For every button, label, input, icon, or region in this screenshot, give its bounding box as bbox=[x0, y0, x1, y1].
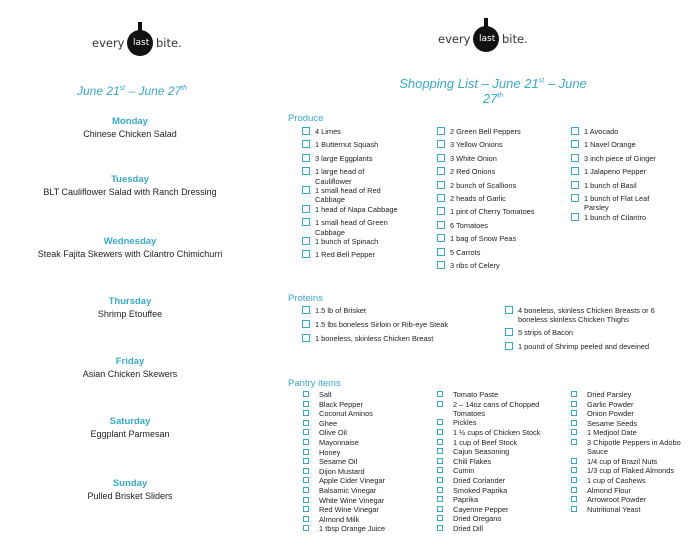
checkbox[interactable] bbox=[437, 127, 445, 135]
list-item[interactable]: 1 boneless, skinless Chicken Breast bbox=[302, 334, 492, 348]
checkbox[interactable] bbox=[302, 205, 310, 213]
list-item[interactable]: 1/3 cup of Flaked Almonds bbox=[571, 466, 675, 476]
list-item[interactable]: Dried Dill bbox=[437, 524, 567, 534]
produce-column-1 bbox=[302, 127, 430, 264]
checkbox[interactable] bbox=[302, 167, 310, 175]
list-item[interactable]: Sesame Oil bbox=[303, 457, 428, 467]
logo-word-every: every bbox=[92, 36, 125, 50]
list-item[interactable]: Pickles bbox=[437, 418, 567, 428]
list-item[interactable]: 1 cup of Beef Stock bbox=[437, 438, 567, 448]
checkbox[interactable] bbox=[303, 420, 309, 426]
meal-name: Eggplant Parmesan bbox=[90, 429, 170, 439]
checkbox[interactable] bbox=[571, 487, 577, 493]
list-item[interactable]: Ghee bbox=[303, 419, 428, 429]
list-item[interactable]: Sesame Seeds bbox=[571, 419, 689, 429]
checkbox[interactable] bbox=[303, 410, 309, 416]
logo-word-bite: bite. bbox=[156, 36, 182, 50]
meal-name: Pulled Brisket Sliders bbox=[87, 491, 173, 501]
checkbox[interactable] bbox=[437, 248, 445, 256]
checkbox[interactable] bbox=[437, 458, 443, 464]
checkbox[interactable] bbox=[437, 467, 443, 473]
checkbox[interactable] bbox=[571, 477, 577, 483]
checkbox[interactable] bbox=[303, 516, 309, 522]
proteins-column-1 bbox=[302, 306, 492, 348]
list-item[interactable]: Balsamic Vinegar bbox=[303, 486, 428, 496]
pantry-column-1 bbox=[303, 390, 428, 534]
list-item[interactable]: 3 inch piece of Ginger bbox=[571, 154, 689, 167]
checkbox[interactable] bbox=[437, 181, 445, 189]
list-item[interactable]: 1 bunch of Flat Leaf Parsley bbox=[571, 194, 667, 213]
list-item[interactable]: 3 Yellow Onions bbox=[437, 140, 565, 153]
list-item[interactable]: Red Wine Vinegar bbox=[303, 505, 428, 515]
checkbox[interactable] bbox=[571, 506, 577, 512]
list-item[interactable]: Black Pepper bbox=[303, 400, 428, 410]
checkbox[interactable] bbox=[303, 497, 309, 503]
list-item[interactable]: Paprika bbox=[437, 495, 567, 505]
checkbox[interactable] bbox=[302, 250, 310, 258]
checkbox[interactable] bbox=[437, 477, 443, 483]
checkbox[interactable] bbox=[303, 439, 309, 445]
list-item[interactable]: 1 Avocado bbox=[571, 127, 689, 140]
checkbox[interactable] bbox=[302, 237, 310, 245]
list-item[interactable]: Dried Parsley bbox=[571, 390, 689, 400]
checkbox[interactable] bbox=[571, 194, 579, 202]
checkbox[interactable] bbox=[437, 419, 443, 425]
logo-word-last: last bbox=[479, 34, 496, 44]
checkbox[interactable] bbox=[437, 525, 443, 531]
list-item[interactable]: 1 bunch of Cilantro bbox=[571, 213, 689, 226]
day-name: Tuesday bbox=[111, 174, 149, 185]
list-item[interactable]: Dried Coriander bbox=[437, 476, 567, 486]
list-item[interactable]: 3 Chipotle Peppers in Adobo Sauce bbox=[571, 438, 683, 457]
checkbox[interactable] bbox=[571, 467, 577, 473]
day-tuesday bbox=[0, 174, 260, 198]
list-item[interactable]: 2 – 14oz cans of Chopped Tomatoes bbox=[437, 400, 557, 419]
list-item[interactable]: 1.5 lbs boneless Sirloin or Rib-eye Steak bbox=[302, 320, 492, 334]
day-name: Friday bbox=[115, 356, 145, 367]
checkbox[interactable] bbox=[571, 154, 579, 162]
list-item[interactable]: White Wine Vinegar bbox=[303, 496, 428, 506]
checkbox[interactable] bbox=[571, 439, 577, 445]
checkbox[interactable] bbox=[437, 429, 443, 435]
checkbox[interactable] bbox=[437, 391, 443, 397]
list-item[interactable]: Garlic Powder bbox=[571, 400, 689, 410]
meal-name: BLT Cauliflower Salad with Ranch Dressing bbox=[43, 187, 217, 197]
checkbox[interactable] bbox=[437, 207, 445, 215]
list-item[interactable]: Mayonnaise bbox=[303, 438, 428, 448]
list-item[interactable]: 1 small head of Green Cabbage bbox=[302, 218, 396, 237]
checkbox[interactable] bbox=[505, 342, 513, 350]
list-item[interactable]: Arrowroot Powder bbox=[571, 495, 689, 505]
checkbox[interactable] bbox=[302, 186, 310, 194]
checkbox[interactable] bbox=[303, 449, 309, 455]
checkbox[interactable] bbox=[571, 391, 577, 397]
checkbox[interactable] bbox=[303, 487, 309, 493]
list-item[interactable]: Coconut Aminos bbox=[303, 409, 428, 419]
meal-name: Asian Chicken Skewers bbox=[82, 369, 178, 379]
checkbox[interactable] bbox=[437, 515, 443, 521]
checkbox[interactable] bbox=[571, 167, 579, 175]
list-item[interactable]: Cumin bbox=[437, 466, 567, 476]
checkbox[interactable] bbox=[437, 448, 443, 454]
day-name: Monday bbox=[112, 116, 148, 127]
list-item[interactable]: 1 Navel Orange bbox=[571, 140, 689, 153]
logo-word-bite: bite. bbox=[502, 32, 528, 46]
list-item[interactable]: Salt bbox=[303, 390, 428, 400]
checkbox[interactable] bbox=[571, 401, 577, 407]
list-item[interactable]: 1 head of Napa Cabbage bbox=[302, 205, 430, 218]
checkbox[interactable] bbox=[303, 477, 309, 483]
list-item[interactable]: 1 bunch of Basil bbox=[571, 181, 689, 194]
checkbox[interactable] bbox=[303, 468, 309, 474]
list-item[interactable]: Apple Cider Vinegar bbox=[303, 476, 428, 486]
checkbox[interactable] bbox=[571, 127, 579, 135]
produce-column-3 bbox=[571, 127, 689, 226]
list-item[interactable]: 3 large Eggplants bbox=[302, 154, 430, 167]
list-item[interactable]: 1 ½ cups of Chicken Stock bbox=[437, 428, 567, 438]
meal-name: Steak Fajita Skewers with Cilantro Chimichurri bbox=[37, 249, 223, 259]
list-item[interactable]: Olive Oil bbox=[303, 428, 428, 438]
list-item[interactable]: 4 boneless, skinless Chicken Breasts or 6 boneless skinless Chicken Thighs bbox=[505, 306, 660, 328]
pantry-column-2 bbox=[437, 390, 567, 534]
logo-left bbox=[92, 22, 212, 58]
checkbox[interactable] bbox=[302, 320, 310, 328]
day-name: Saturday bbox=[109, 416, 151, 427]
list-item[interactable]: 1 bunch of Spinach bbox=[302, 237, 430, 250]
logo-word-every: every bbox=[438, 32, 471, 46]
meal-name: Shrimp Etouffee bbox=[97, 309, 163, 319]
day-saturday bbox=[0, 416, 260, 440]
list-item[interactable]: 5 Carrots bbox=[437, 248, 565, 261]
checkbox[interactable] bbox=[437, 234, 445, 242]
logo-right bbox=[438, 18, 558, 54]
day-wednesday bbox=[0, 236, 260, 260]
checkbox[interactable] bbox=[437, 261, 445, 269]
checkbox[interactable] bbox=[571, 496, 577, 502]
list-item[interactable]: Cayenne Pepper bbox=[437, 505, 567, 515]
list-item[interactable]: Almond Flour bbox=[571, 486, 689, 496]
checkbox[interactable] bbox=[303, 429, 309, 435]
list-item[interactable]: Dried Oregano bbox=[437, 514, 567, 524]
list-item[interactable]: 3 White Onion bbox=[437, 154, 565, 167]
list-item[interactable]: Almond Milk bbox=[303, 515, 428, 525]
list-item[interactable]: 2 Green Bell Peppers bbox=[437, 127, 565, 140]
list-item[interactable]: 6 Tomatoes bbox=[437, 221, 565, 234]
list-item[interactable]: 1/4 cup of Brazil Nuts bbox=[571, 457, 689, 467]
checkbox[interactable] bbox=[303, 401, 309, 407]
list-item[interactable]: Honey bbox=[303, 448, 428, 458]
pantry-heading: Pantry items bbox=[288, 378, 341, 389]
logo-word-last: last bbox=[133, 38, 150, 48]
day-friday bbox=[0, 356, 260, 380]
checkbox[interactable] bbox=[437, 487, 443, 493]
checkbox[interactable] bbox=[437, 506, 443, 512]
day-thursday bbox=[0, 296, 260, 320]
checkbox[interactable] bbox=[437, 401, 443, 407]
checkbox[interactable] bbox=[303, 525, 309, 531]
checkbox[interactable] bbox=[571, 420, 577, 426]
proteins-column-2 bbox=[505, 306, 660, 356]
day-name: Wednesday bbox=[103, 236, 157, 247]
list-item[interactable]: Smoked Paprika bbox=[437, 486, 567, 496]
list-item[interactable]: Dijon Mustard bbox=[303, 467, 428, 477]
list-item[interactable]: Nutritional Yeast bbox=[571, 505, 689, 515]
checkbox[interactable] bbox=[437, 439, 443, 445]
list-item[interactable]: Cajun Seasoning bbox=[437, 447, 567, 457]
checkbox[interactable] bbox=[303, 391, 309, 397]
checkbox[interactable] bbox=[505, 328, 513, 336]
checkbox[interactable] bbox=[571, 458, 577, 464]
day-sunday bbox=[0, 478, 260, 502]
pantry-column-3 bbox=[571, 390, 689, 514]
list-item[interactable]: 1 pound of Shrimp peeled and deveined bbox=[505, 342, 660, 356]
list-item[interactable]: 1 Medjool Date bbox=[571, 428, 689, 438]
list-item[interactable]: 1 large head of Cauliflower bbox=[302, 167, 392, 186]
checkbox[interactable] bbox=[437, 221, 445, 229]
checkbox[interactable] bbox=[302, 334, 310, 342]
checkbox[interactable] bbox=[302, 218, 310, 226]
list-item[interactable]: 2 heads of Garlic bbox=[437, 194, 565, 207]
list-item[interactable]: Chili Flakes bbox=[437, 457, 567, 467]
produce-heading: Produce bbox=[288, 113, 324, 124]
checkbox[interactable] bbox=[302, 127, 310, 135]
checkbox[interactable] bbox=[303, 458, 309, 464]
list-item[interactable]: 1.5 lb of Brisket bbox=[302, 306, 492, 320]
checkbox[interactable] bbox=[437, 167, 445, 175]
list-item[interactable]: 1 small head of Red Cabbage bbox=[302, 186, 392, 205]
shopping-list-title: Shopping List – June 21st – June 27th bbox=[399, 76, 587, 106]
list-item[interactable]: 2 bunch of Scallions bbox=[437, 181, 565, 194]
list-item[interactable]: 1 cup of Cashews bbox=[571, 476, 689, 486]
checkbox[interactable] bbox=[571, 410, 577, 416]
list-item[interactable]: 1 tbsp Orange Juice bbox=[303, 524, 428, 534]
list-item[interactable]: 1 pint of Cherry Tomatoes bbox=[437, 207, 565, 220]
produce-column-2 bbox=[437, 127, 565, 274]
list-item[interactable]: 1 bag of Snow Peas bbox=[437, 234, 565, 247]
list-item[interactable]: 1 Butternut Squash bbox=[302, 140, 430, 153]
list-item[interactable]: Onion Powder bbox=[571, 409, 689, 419]
checkbox[interactable] bbox=[302, 140, 310, 148]
checkbox[interactable] bbox=[437, 140, 445, 148]
day-name: Thursday bbox=[108, 296, 152, 307]
checkbox[interactable] bbox=[437, 194, 445, 202]
checkbox[interactable] bbox=[302, 306, 310, 314]
checkbox[interactable] bbox=[437, 154, 445, 162]
list-item[interactable]: 1 Jalapeno Pepper bbox=[571, 167, 689, 180]
list-item[interactable]: Tomato Paste bbox=[437, 390, 567, 400]
checkbox[interactable] bbox=[302, 154, 310, 162]
checkbox[interactable] bbox=[437, 496, 443, 502]
proteins-heading: Proteins bbox=[288, 293, 323, 304]
list-item[interactable]: 1 Red Bell Pepper bbox=[302, 250, 430, 263]
checkbox[interactable] bbox=[571, 213, 579, 221]
list-item[interactable]: 5 strips of Bacon bbox=[505, 328, 660, 342]
checkbox[interactable] bbox=[571, 181, 579, 189]
day-monday bbox=[0, 116, 260, 140]
meal-name: Chinese Chicken Salad bbox=[83, 129, 177, 139]
checkbox[interactable] bbox=[303, 506, 309, 512]
checkbox[interactable] bbox=[571, 429, 577, 435]
checkbox[interactable] bbox=[505, 306, 513, 314]
week-date-range: June 21st – June 27th bbox=[76, 84, 188, 98]
day-name: Sunday bbox=[112, 478, 148, 489]
checkbox[interactable] bbox=[571, 140, 579, 148]
list-item[interactable]: 3 ribs of Celery bbox=[437, 261, 565, 274]
list-item[interactable]: 4 Limes bbox=[302, 127, 430, 140]
list-item[interactable]: 2 Red Onions bbox=[437, 167, 565, 180]
